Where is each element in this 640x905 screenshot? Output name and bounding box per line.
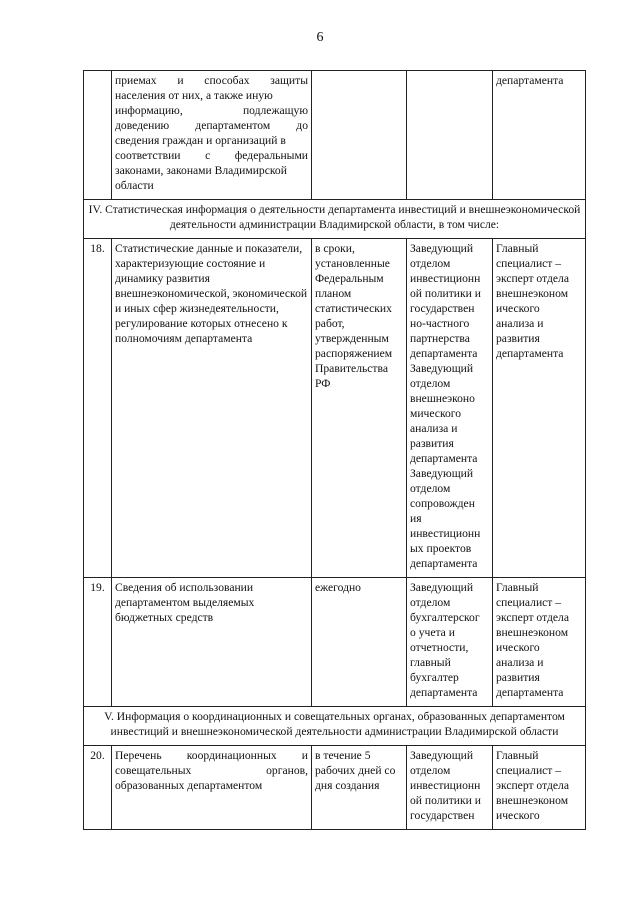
responsible-line: Заведующий: [410, 467, 474, 480]
term-cell: в течение 5 рабочих дней со дня создания: [312, 746, 407, 830]
page-number: 6: [316, 30, 324, 45]
executor-line: Главный: [496, 242, 539, 255]
responsible-line: внешнеэконо: [410, 392, 475, 405]
info-description-cell: Перечень координационных и совещательных органов, образованных департаментом: [112, 746, 312, 830]
responsible-line: партнерства: [410, 332, 470, 345]
executor-line: специалист –: [496, 764, 562, 777]
info-line: населения от них, а также иную: [115, 89, 273, 102]
executor-line: анализа и: [496, 317, 544, 330]
responsible-line: главный: [410, 656, 451, 669]
responsible-cell: [407, 746, 493, 830]
responsible-line: бухгалтерског: [410, 611, 480, 624]
responsible-line: бухгалтер: [410, 671, 459, 684]
responsible-line: Заведующий: [410, 581, 474, 594]
info-line: приемах и способах защиты: [115, 74, 308, 87]
responsible-line: отделом: [410, 377, 451, 390]
term-cell: ежегодно: [312, 578, 407, 707]
responsible-line: государствен: [410, 809, 475, 822]
responsible-line: инвестиционн: [410, 527, 481, 540]
executor-cell: [493, 746, 586, 830]
responsible-line: отделом: [410, 596, 451, 609]
executor-line: внешнеэконом: [496, 626, 569, 639]
executor-line: внешнеэконом: [496, 287, 569, 300]
table-row-continuation: [84, 71, 586, 200]
row-number-cell: 18.: [84, 239, 112, 578]
info-description-cell: [112, 71, 312, 200]
responsible-line: отделом: [410, 482, 451, 495]
responsible-line: инвестиционн: [410, 272, 481, 285]
responsible-line: Заведующий: [410, 242, 474, 255]
info-line: информацию, подлежащую: [115, 104, 308, 117]
responsible-line: инвестиционн: [410, 779, 481, 792]
executor-line: ического: [496, 809, 540, 822]
executor-line: внешнеэконом: [496, 794, 569, 807]
row-number-cell: 19.: [84, 578, 112, 707]
responsible-line: анализа и: [410, 422, 458, 435]
responsible-line: отделом: [410, 764, 451, 777]
executor-line: эксперт отдела: [496, 779, 569, 792]
responsible-line: департамента: [410, 347, 478, 360]
section-header-row: [84, 707, 586, 746]
executor-line: специалист –: [496, 596, 562, 609]
responsible-cell: [407, 71, 493, 200]
responsible-line: Заведующий: [410, 362, 474, 375]
executor-line: департамента: [496, 347, 564, 360]
info-line: соответствии с федеральными: [115, 149, 308, 162]
executor-cell: [493, 239, 586, 578]
section-header-row: [84, 200, 586, 239]
responsible-line: департамента: [410, 686, 478, 699]
responsible-line: государствен: [410, 302, 475, 315]
responsible-line: ой политики и: [410, 794, 481, 807]
responsible-line: департамента: [410, 557, 478, 570]
table-row-19: [84, 578, 586, 707]
responsible-cell: [407, 578, 493, 707]
executor-line: анализа и: [496, 656, 544, 669]
info-line: области: [115, 179, 154, 192]
executor-line: эксперт отдела: [496, 611, 569, 624]
responsible-line: ия: [410, 512, 422, 525]
executor-line: ического: [496, 641, 540, 654]
responsible-line: но-частного: [410, 317, 470, 330]
info-description-cell: Сведения об использовании департаментом выделяемых бюджетных средств: [112, 578, 312, 707]
executor-line: Главный: [496, 581, 539, 594]
table-row-20: [84, 746, 586, 830]
table-row-18: [84, 239, 586, 578]
section-iv-title: IV. Статистическая информация о деятельности департамента инвестиций и внешнеэкономической деятельности администрации Владимирской области, в том числе:: [84, 200, 586, 239]
executor-line: департамента: [496, 686, 564, 699]
info-line: законами, законами Владимирской: [115, 164, 287, 177]
information-table: [83, 70, 586, 830]
responsible-line: развития: [410, 437, 454, 450]
info-line: сведения граждан и организаций в: [115, 134, 286, 147]
term-cell: [312, 71, 407, 200]
responsible-line: о учета и: [410, 626, 455, 639]
row-number-cell: [84, 71, 112, 200]
section-v-title: V. Информация о координационных и совещательных органах, образованных департаментом инвестиций и внешнеэкономической деятельности администрации Владимирской области: [84, 707, 586, 746]
responsible-line: мического: [410, 407, 462, 420]
executor-line: Главный: [496, 749, 539, 762]
responsible-line: отделом: [410, 257, 451, 270]
term-cell: в сроки, установленные Федеральным планом статистических работ, утвержденным распоряжением Правительства РФ: [312, 239, 407, 578]
responsible-line: департамента: [410, 452, 478, 465]
row-number-cell: 20.: [84, 746, 112, 830]
responsible-line: ых проектов: [410, 542, 472, 555]
responsible-line: сопровожден: [410, 497, 475, 510]
executor-line: эксперт отдела: [496, 272, 569, 285]
executor-line: развития: [496, 671, 540, 684]
executor-line: ического: [496, 302, 540, 315]
responsible-line: Заведующий: [410, 749, 474, 762]
info-line: доведению департаментом до: [115, 119, 308, 132]
executor-cell: департамента: [493, 71, 586, 200]
executor-line: развития: [496, 332, 540, 345]
info-description-cell: Статистические данные и показатели, характеризующие состояние и динамику развития внешнеэкономической, экономической и иных сфер жизнедеятельности, регулирование которых отнесено к полномочиям департамента: [112, 239, 312, 578]
executor-cell: [493, 578, 586, 707]
responsible-line: ой политики и: [410, 287, 481, 300]
responsible-cell: [407, 239, 493, 578]
executor-line: специалист –: [496, 257, 562, 270]
responsible-line: отчетности,: [410, 641, 469, 654]
